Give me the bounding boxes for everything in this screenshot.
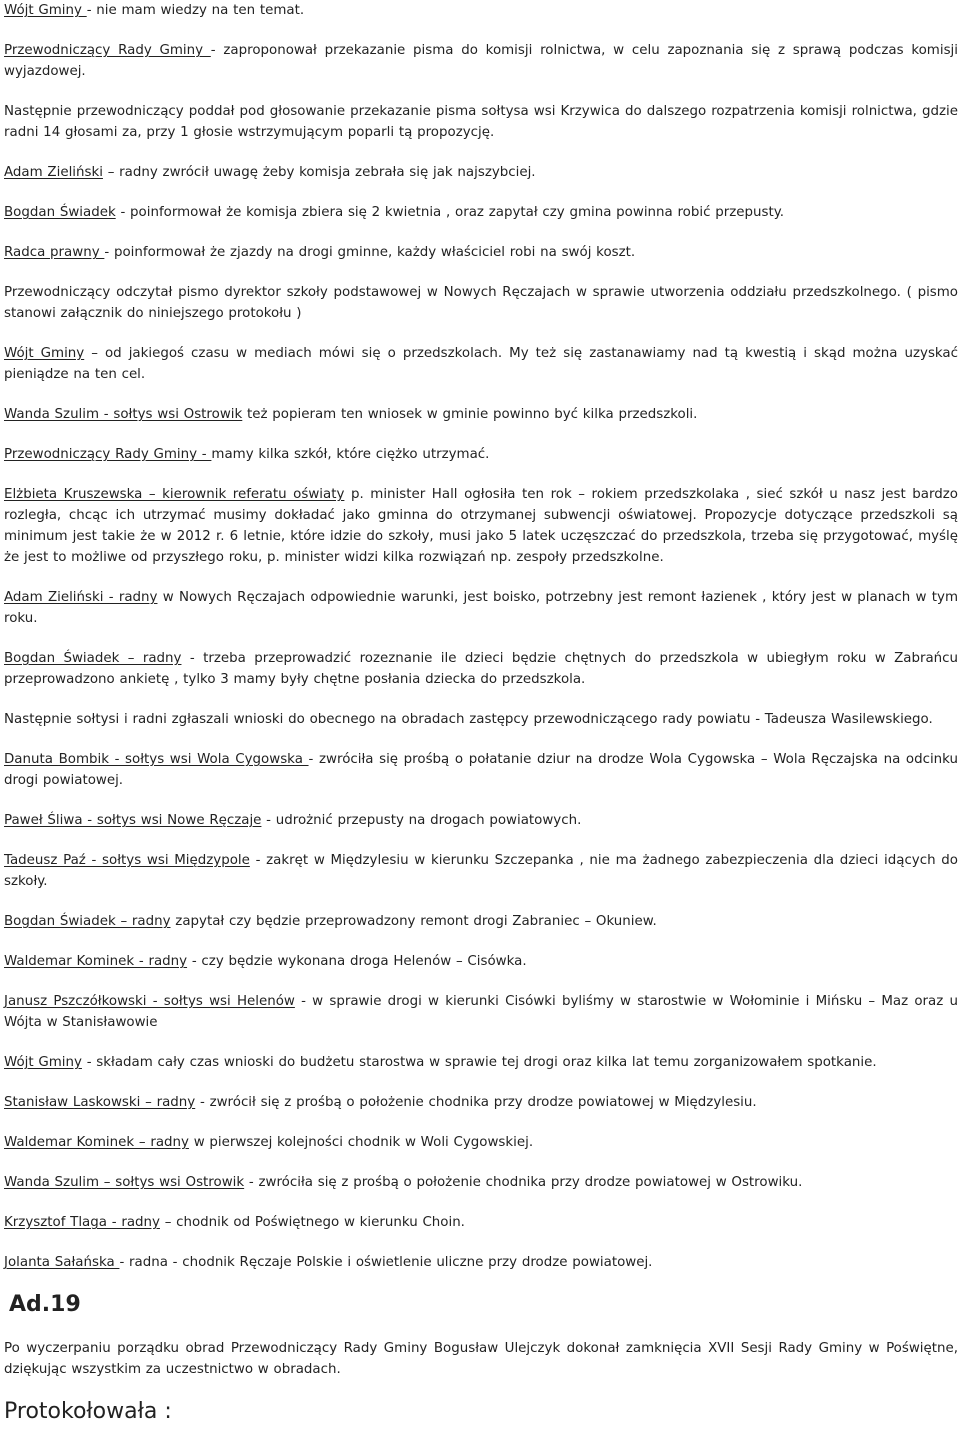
speaker-name: Elżbieta Kruszewska – kierownik referatu oświaty (4, 487, 345, 502)
paragraph-text: zapytał czy będzie przeprowadzony remont drogi Zabraniec – Okuniew. (170, 914, 657, 929)
protocol-paragraph (4, 1052, 958, 1073)
protocol-paragraph (4, 991, 958, 1033)
speaker-name: Wójt Gminy (4, 3, 87, 18)
speaker-name: Przewodniczący Rady Gminy - (4, 447, 212, 462)
protocol-paragraph (4, 850, 958, 892)
speaker-name: Janusz Pszczółkowski - sołtys wsi Helenów (4, 994, 295, 1009)
protocol-paragraph (4, 1252, 958, 1273)
speaker-name: Bogdan Świadek – radny (4, 914, 171, 929)
paragraph-text: Następnie przewodniczący poddał pod głosowanie przekazanie pisma sołtysa wsi Krzywica do dalszego rozpatrzenia komisji rolnictwa, gdzie radni 14 głosami za, przy 1 głosie wstrzymującym poparli tą propozycję. (4, 104, 958, 140)
protocol-paragraph (4, 404, 958, 425)
protocol-paragraph (4, 162, 958, 183)
speaker-name: Wójt Gminy (4, 346, 85, 361)
protocol-paragraph (4, 444, 958, 465)
speaker-name: Wanda Szulim – sołtys wsi Ostrowik (4, 1175, 245, 1190)
speaker-name: Wójt Gminy (4, 1055, 82, 1070)
footer-title: Protokołowała : (4, 1399, 172, 1424)
protocol-paragraph (4, 1212, 958, 1233)
protocol-paragraph (4, 1132, 958, 1153)
closing-paragraph: Po wyczerpaniu porządku obrad Przewodniczący Rady Gminy Bogusław Ulejczyk dokonał zamknięcia XVII Sesji Rady Gminy w Poświętne, dziękując wszystkim za uczestnictwo w obradach. (4, 1341, 958, 1377)
paragraph-text: - zwróciła się prośbą o połatanie dziur na drodze Wola Cygowska – Wola Ręczajska na odcinku drogi powiatowej. (4, 752, 958, 788)
paragraph-text: - w sprawie drogi w kierunki Cisówki byliśmy w starostwie w Wołominie i Mińsku – Maz oraz u Wójta w Stanisławowie (4, 994, 959, 1030)
protocol-paragraph (4, 40, 958, 82)
protocol-paragraph (4, 951, 958, 972)
paragraph-text: p. minister Hall ogłosiła ten rok – rokiem przedszkolaka , sieć szkół u nasz jest bardzo rozległa, chcąc ich utrzymać musimy dokładać jako gminna do otrzymanej subwencji oświatowej. Propozycje dotyczące przedszkoli są minimum jest takie że w 2012 r. 6 letnie, które idzie do szkoły, musi jako 5 latek uczęszczać do przedszkola, trzeba się przygotować, myślę że jest to możliwe od przyszłego roku, p. minister widzi kilka rozwiązań np. zespoły przedszkolne. (4, 487, 958, 565)
protocol-paragraph (4, 242, 958, 263)
paragraph-text: - trzeba przeprowadzić rozeznanie ile dzieci będzie chętnych do przedszkola w ubiegłym roku w Zabrańcu przeprowadzono ankietę , tylko 3 mamy były chętne posłania dziecka do przedszkola. (4, 651, 959, 687)
paragraph-text: - radna - chodnik Ręczaje Polskie i oświetlenie uliczne przy drodze powiatowej. (119, 1255, 653, 1270)
speaker-name: Krzysztof Tlaga - radny (4, 1215, 160, 1230)
protocol-paragraph (4, 1172, 958, 1193)
speaker-name: Paweł Śliwa - sołtys wsi Nowe Ręczaje (4, 813, 262, 828)
protocol-paragraph (4, 1092, 958, 1113)
speaker-name: Radca prawny (4, 245, 105, 260)
speaker-name: Waldemar Kominek – radny (4, 1135, 189, 1150)
speaker-name: Stanisław Laskowski – radny (4, 1095, 196, 1110)
paragraph-text: – chodnik od Poświętnego w kierunku Choin. (159, 1215, 465, 1230)
protocol-paragraph (4, 101, 958, 143)
paragraph-text: - poinformował że zjazdy na drogi gminne, każdy właściciel robi na swój koszt. (104, 245, 636, 260)
speaker-name: Przewodniczący Rady Gminy (4, 43, 211, 58)
protocol-paragraph (4, 911, 958, 932)
protocol-paragraph (4, 587, 958, 629)
paragraph-text: - zwróciła się z prośbą o położenie chodnika przy drodze powiatowej w Ostrowiku. (244, 1175, 803, 1190)
protocol-body (4, 0, 958, 1273)
paragraph-text: - zakręt w Międzylesiu w kierunku Szczepanka , nie ma żadnego zabezpieczenia dla dzieci idących do szkoły. (4, 853, 958, 889)
protocol-paragraph (4, 202, 958, 223)
speaker-name: Jolanta Sałańska (4, 1255, 120, 1270)
protocol-paragraph (4, 709, 958, 730)
paragraph-text: w Nowych Ręczajach odpowiednie warunki, jest boisko, potrzebny jest remont łazienek , który jest w planach w tym roku. (4, 590, 958, 626)
protocol-paragraph (4, 484, 958, 568)
protocol-paragraph (4, 0, 958, 21)
speaker-name: Danuta Bombik - sołtys wsi Wola Cygowska (4, 752, 309, 767)
paragraph-text: - czy będzie wykonana droga Helenów – Cisówka. (187, 954, 527, 969)
paragraph-text: też popieram ten wniosek w gminie powinno być kilka przedszkoli. (242, 407, 698, 422)
speaker-name: Bogdan Świadek – radny (4, 651, 182, 666)
paragraph-text: – od jakiegoś czasu w mediach mówi się o przedszkolach. My też się zastanawiamy nad tą kwestią i skąd można uzyskać pieniądze na ten cel. (4, 346, 959, 382)
protocol-paragraph (4, 810, 958, 831)
paragraph-text: - zwrócił się z prośbą o położenie chodnika przy drodze powiatowej w Międzylesiu. (195, 1095, 757, 1110)
paragraph-text: - zaproponował przekazanie pisma do komisji rolnictwa, w celu zapoznania się z sprawą podczas komisji wyjazdowej. (4, 43, 958, 79)
paragraph-text: mamy kilka szkół, które ciężko utrzymać. (211, 447, 490, 462)
speaker-name: Waldemar Kominek - radny (4, 954, 188, 969)
speaker-name: Wanda Szulim - sołtys wsi Ostrowik (4, 407, 243, 422)
paragraph-text: - poinformował że komisja zbiera się 2 kwietnia , oraz zapytał czy gmina powinna robić przepusty. (115, 205, 784, 220)
speaker-name: Tadeusz Paź - sołtys wsi Międzypole (4, 853, 250, 868)
speaker-name: Adam Zieliński - radny (4, 590, 158, 605)
protocol-paragraph (4, 282, 958, 324)
section-heading: Ad.19 (9, 1292, 81, 1317)
paragraph-text: Następnie sołtysi i radni zgłaszali wnioski do obecnego na obradach zastępcy przewodniczącego rady powiatu - Tadeusza Wasilewskiego. (4, 712, 933, 727)
paragraph-text: - składam cały czas wnioski do budżetu starostwa w sprawie tej drogi oraz kilka lat temu zorganizowałem spotkanie. (81, 1055, 877, 1070)
paragraph-text: Przewodniczący odczytał pismo dyrektor szkoły podstawowej w Nowych Ręczajach w sprawie utworzenia oddziału przedszkolnego. ( pismo stanowi załącznik do niniejszego protokołu ) (4, 285, 958, 321)
protocol-paragraph (4, 648, 958, 690)
protocol-paragraph (4, 749, 958, 791)
paragraph-text: - udrożnić przepusty na drogach powiatowych. (261, 813, 582, 828)
speaker-name: Bogdan Świadek (4, 205, 116, 220)
paragraph-text: - nie mam wiedzy na ten temat. (86, 3, 305, 18)
paragraph-text: – radny zwrócił uwagę żeby komisja zebrała się jak najszybciej. (102, 165, 536, 180)
paragraph-text: w pierwszej kolejności chodnik w Woli Cygowskiej. (188, 1135, 534, 1150)
speaker-name: Adam Zieliński (4, 165, 103, 180)
protocol-paragraph (4, 343, 958, 385)
